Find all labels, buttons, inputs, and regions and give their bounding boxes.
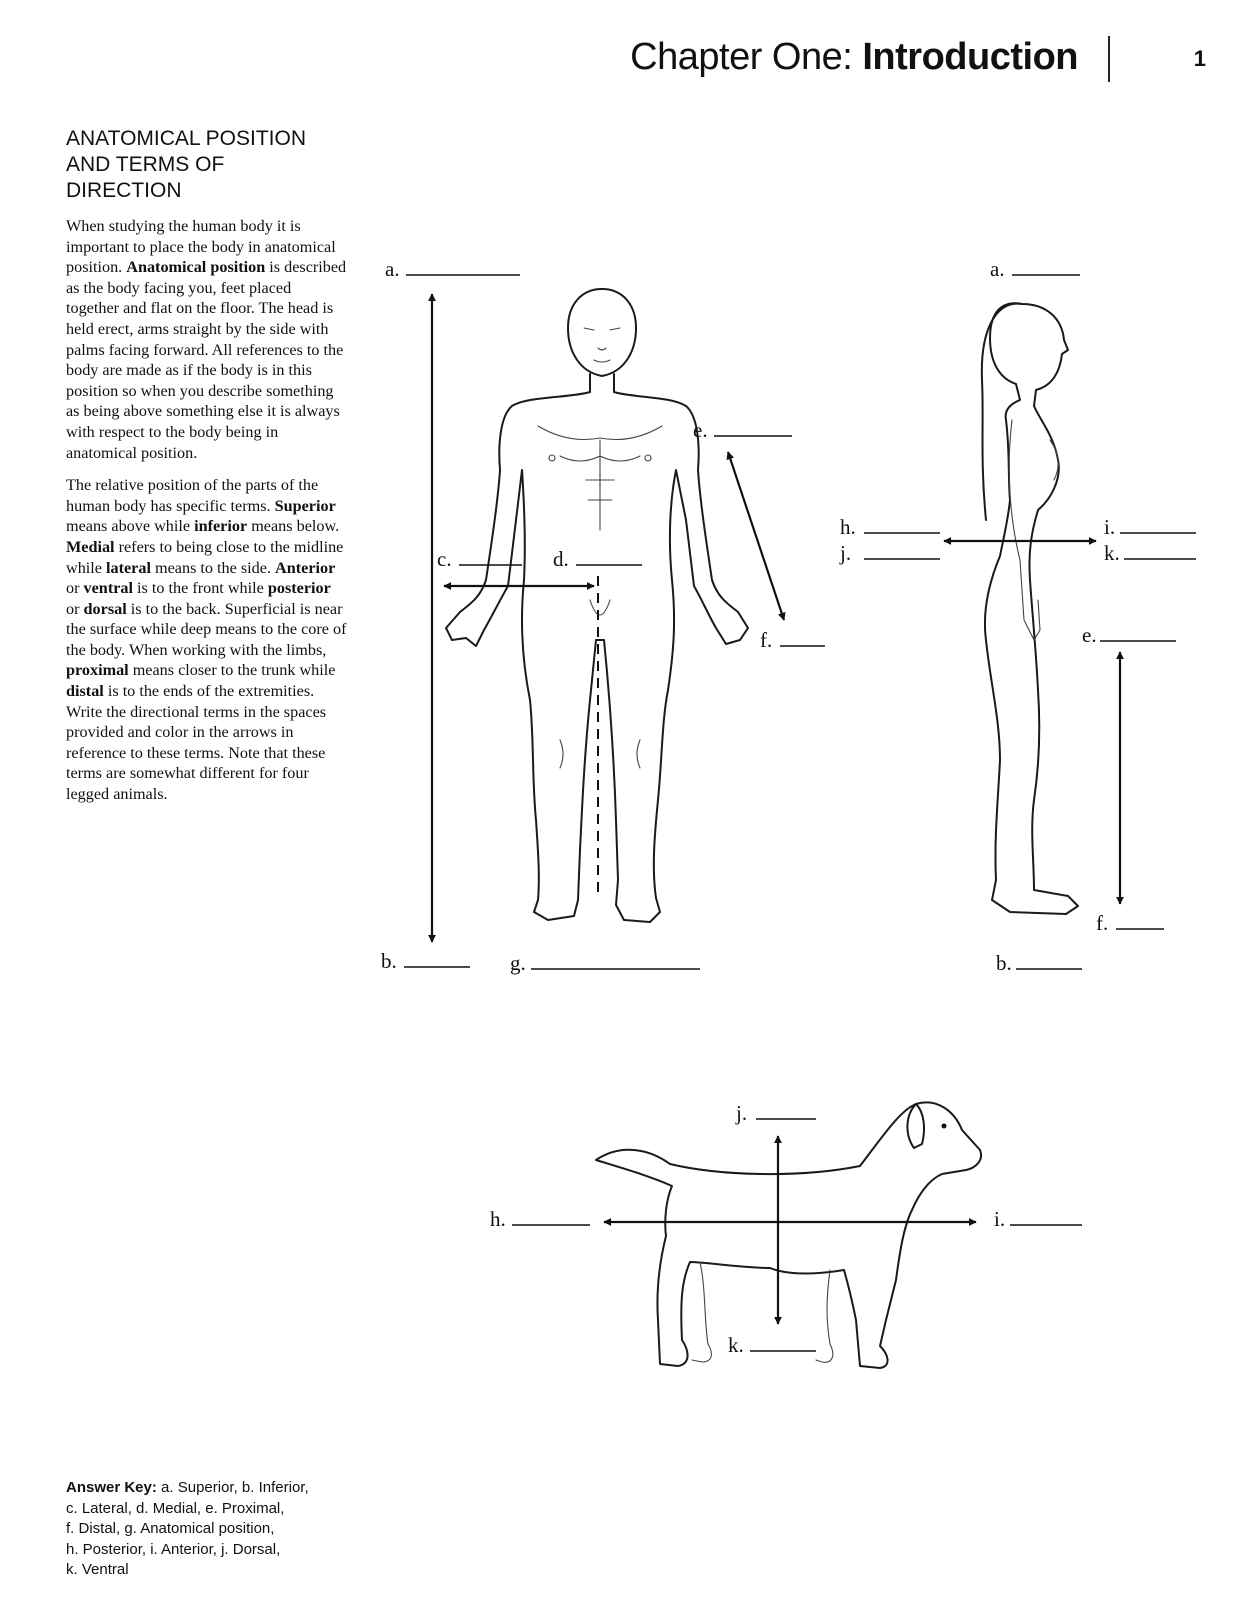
text-run: means above while <box>66 517 195 536</box>
side-hair <box>982 304 1022 520</box>
text-run: means closer to the trunk while <box>128 661 336 680</box>
dog-ear <box>907 1104 924 1148</box>
front-chest-detail <box>538 426 662 530</box>
chapter-title-light: Chapter One: <box>630 36 853 78</box>
text-run: is to the ends of the extremities. Write the directional terms in the spaces provided and color in the arrows in reference to these terms. Note that these terms are somewhat different for four legged animals. <box>66 682 327 804</box>
side-arm <box>1009 420 1040 640</box>
front-face <box>584 328 620 362</box>
front-label-b: b. <box>381 949 397 973</box>
dog-label-i: i. <box>994 1207 1006 1231</box>
proximal-distal-arrow <box>728 452 784 620</box>
text-run: is to the back. Superficial is near the surface while deep means to the core of the body. When working with the limbs, <box>66 599 347 659</box>
bold-term: Anatomical position <box>126 258 266 277</box>
dog-label-j: j. <box>736 1101 748 1125</box>
dog-label-h: h. <box>490 1207 506 1231</box>
text-run: is described as the body facing you, feet placed together and flat on the floor. The head is held erect, arms straight by the side with palms facing forward. All references to the body are made as if the body is in this position so when you describe something as being above something else it is always with respect to the body being in anatomical position. <box>66 258 347 462</box>
side-chest <box>1050 440 1058 480</box>
text-run: refers to being close to the midline while <box>66 537 344 577</box>
text-run: or <box>66 579 84 598</box>
text-run: or <box>66 599 84 618</box>
bold-term: Medial <box>66 537 115 556</box>
bold-term: proximal <box>66 661 129 680</box>
bold-term: lateral <box>106 558 151 577</box>
answer-key-line: k. Ventral <box>66 1561 129 1578</box>
front-label-c: c. <box>437 547 452 571</box>
front-leg-detail <box>560 600 640 768</box>
side-label-a: a. <box>990 257 1005 281</box>
answer-key-line: h. Posterior, i. Anterior, j. Dorsal, <box>66 1540 281 1558</box>
side-label-h: h. <box>840 515 856 539</box>
bold-term: posterior <box>267 579 331 598</box>
bold-term: Anterior <box>275 558 336 577</box>
bold-term: distal <box>66 682 104 701</box>
side-label-j: j. <box>840 541 852 565</box>
answer-key-text: a. Superior, b. Inferior, <box>156 1479 309 1496</box>
side-label-b: b. <box>996 951 1012 975</box>
front-label-d: d. <box>553 547 569 571</box>
front-head <box>568 289 636 376</box>
side-figure <box>982 303 1078 914</box>
front-label-f: f. <box>760 628 773 652</box>
side-label-i: i. <box>1104 515 1116 539</box>
front-label-e: e. <box>693 418 708 442</box>
dog-figure <box>596 1102 981 1368</box>
text-run: When studying the human body it is important to place the body in anatomical position. <box>66 217 336 277</box>
side-label-k: k. <box>1104 541 1120 565</box>
page-number: 1 <box>1193 46 1206 71</box>
bold-term: inferior <box>194 517 248 536</box>
front-label-g: g. <box>510 951 526 975</box>
dog-eye <box>942 1124 947 1129</box>
answer-key-line: f. Distal, g. Anatomical position, <box>66 1520 275 1537</box>
answer-key-line: c. Lateral, d. Medial, e. Proximal, <box>66 1499 285 1517</box>
front-labels <box>381 257 825 975</box>
bold-term: ventral <box>83 579 133 598</box>
bold-term: Superior <box>274 496 336 515</box>
front-label-a: a. <box>385 257 400 281</box>
answer-key-label: Answer Key: <box>66 1479 157 1496</box>
answer-key <box>66 1478 366 1581</box>
section-heading-line: DIRECTION <box>66 179 182 202</box>
front-nipple-right <box>645 455 651 461</box>
dog-far-legs <box>692 1262 833 1362</box>
text-run: means to the side. <box>150 558 276 577</box>
text-run: means below. <box>247 517 340 536</box>
side-label-e: e. <box>1082 623 1097 647</box>
text-run: The relative position of the parts of the human body has specific terms. <box>66 476 319 515</box>
side-label-f: f. <box>1096 911 1109 935</box>
side-labels <box>839 257 1196 975</box>
text-run: is to the front while <box>132 579 268 598</box>
chapter-title-bold: Introduction <box>862 36 1078 78</box>
answer-key-line <box>66 1478 366 1499</box>
front-nipple-left <box>549 455 555 461</box>
section-heading-line: AND TERMS OF <box>66 153 225 176</box>
bold-term: dorsal <box>83 599 127 618</box>
front-figure <box>446 289 748 922</box>
dog-label-k: k. <box>728 1333 744 1357</box>
section-heading-line: ANATOMICAL POSITION <box>66 127 306 150</box>
dog-labels <box>490 1101 1082 1357</box>
side-body-outline <box>985 303 1078 914</box>
